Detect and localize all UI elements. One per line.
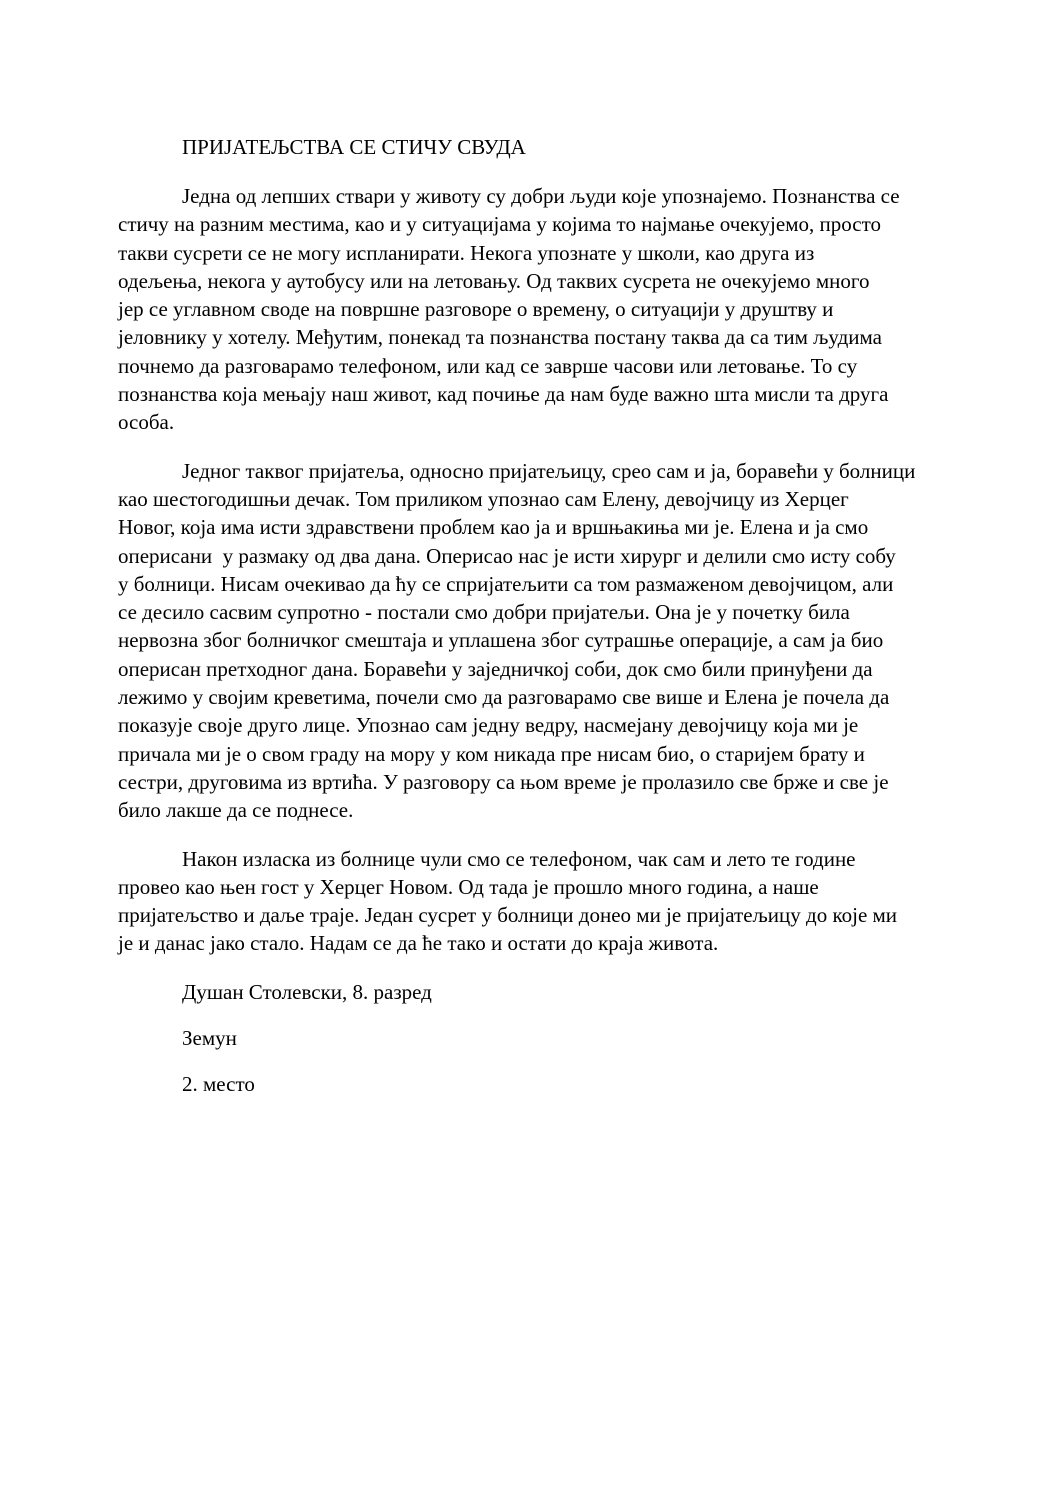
text-line: показује своје друго лице. Упознао сам једну ведру, насмејану девојчицу која ми је (118, 713, 859, 738)
text-line: познанства која мењају наш живот, кад почиње да нам буде важно шта мисли та друга (118, 382, 889, 407)
paragraph (118, 845, 950, 958)
city-line: Земун (182, 1025, 237, 1050)
document-body (118, 182, 950, 958)
paragraph (118, 457, 950, 825)
text-line: такви сусрети се не могу испланирати. Некога упознате у школи, као друга из (118, 240, 815, 265)
text-line: нервозна због болничког смештаја и уплашена због сутрашње операције, а сам ја био (118, 628, 884, 653)
text-line: јер се углавном своде на површне разговоре о времену, о ситуацији у друштву и (118, 297, 834, 322)
text-line: је и данас јако стало. Надам се да ће тако и остати до краја живота. (118, 931, 719, 956)
text-line: Након изласка из болнице чули смо се телефоном, чак сам и лето те године (182, 846, 856, 871)
author-line: Душан Столевски, 8. разред (182, 979, 432, 1004)
text-line: Новог, која има исти здравствени проблем као ја и вршњакиња ми је. Елена и ја смо (118, 515, 869, 540)
text-line: оперисани у размаку од два дана. Оперисао нас је исти хирург и делили смо исту собу (118, 543, 896, 568)
text-line: сестри, друговима из вртића. У разговору са њом време је пролазило све брже и све је (118, 769, 889, 794)
text-line: особа. (118, 410, 175, 435)
text-line: као шестогодишњи дечак. Том приликом упознао сам Елену, девојчицу из Херцег (118, 486, 849, 511)
text-line: се десило сасвим супротно - постали смо добри пријатељи. Она је у почетку била (118, 600, 850, 625)
text-line: Једног таквог пријатеља, односно пријатељицу, срео сам и ја, боравећи у болници (182, 458, 916, 483)
text-line: јеловнику у хотелу. Међутим, понекад та познанства постану таква да са тим људима (118, 325, 882, 350)
text-line: одељења, некога у аутобусу или на летовању. Од таквих сусрета не очекујемо много (118, 268, 870, 293)
document-content (118, 133, 950, 1116)
document-title: ПРИЈАТЕЉСТВА СЕ СТИЧУ СВУДА (182, 135, 526, 159)
paragraph (118, 182, 950, 437)
text-line: било лакше да се поднесе. (118, 798, 354, 823)
text-line: причала ми је о свом граду на мору у ком никада пре нисам био, о старијем брату и (118, 741, 865, 766)
text-line: оперисан претходног дана. Боравећи у заједничкој соби, док смо били принуђени да (118, 656, 873, 681)
text-line: Једна од лепших ствари у животу су добри људи које упознајемо. Познанства се (182, 184, 900, 208)
text-line: провео као њен гост у Херцег Новом. Од тада је прошло много година, а наше (118, 874, 819, 899)
text-line: у болници. Нисам очекивао да ћу се спријатељити са том размаженом девојчицом, али (118, 571, 894, 596)
text-line: почнемо да разговарамо телефоном, или кад се заврше часови или летовање. То су (118, 353, 858, 378)
award-line: 2. место (182, 1071, 255, 1096)
text-line: пријатељство и даље траје. Један сусрет у болници донео ми је пријатељицу до које ми (118, 903, 898, 928)
text-line: лежимо у својим креветима, почели смо да разговарамо све више и Елена је почела да (118, 685, 890, 710)
text-line: стичу на разним местима, као и у ситуацијама у којима то најмање очекујемо, просто (118, 212, 881, 237)
